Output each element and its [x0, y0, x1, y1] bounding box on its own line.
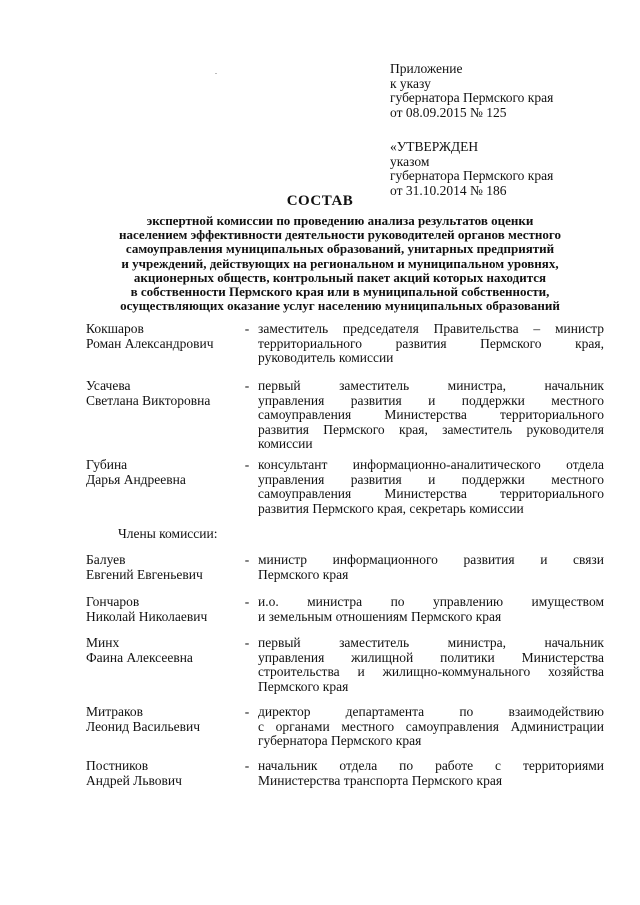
- role-line: консультант информационно-аналитического отдела: [258, 457, 604, 472]
- subtitle-line: экспертной комиссии по проведению анализа результатов оценки: [146, 213, 534, 228]
- document-title: СОСТАВ: [286, 193, 354, 209]
- member-dash: -: [244, 552, 250, 567]
- appendix-line: от 08.09.2015 № 125: [390, 104, 507, 120]
- appendix-line: Приложение: [390, 61, 463, 76]
- role-line: заместитель председателя Правительства – министр: [258, 321, 604, 336]
- member-dash: -: [244, 378, 250, 393]
- document-subtitle: [70, 214, 610, 313]
- subtitle-line: и учреждений, действующих на региональном и муниципальном уровнях,: [121, 255, 559, 271]
- role-line: самоуправления Министерства территориального: [258, 407, 604, 422]
- role-line: начальник отдела по работе с территориями: [258, 758, 604, 773]
- role-line: комиссии: [258, 436, 313, 451]
- member-given-name: Светлана Викторовна: [86, 392, 211, 408]
- member-surname: Кокшаров: [86, 321, 144, 336]
- role-line: первый заместитель министра, начальник: [258, 635, 604, 650]
- member-surname: Балуев: [86, 552, 126, 567]
- member-name: [86, 705, 236, 734]
- member-given-name: Дарья Андреевна: [86, 471, 186, 487]
- member-given-name: Роман Александрович: [86, 335, 214, 351]
- member-given-name: Николай Николаевич: [86, 608, 208, 624]
- member-dash: -: [244, 457, 250, 472]
- member-dash: -: [244, 321, 250, 336]
- member-dash: -: [244, 635, 250, 650]
- member-role: [258, 322, 604, 366]
- role-line: директор департамента по взаимодействию: [258, 704, 604, 719]
- member-name: [86, 458, 236, 487]
- approved-line: губернатора Пермского края: [390, 168, 554, 183]
- subtitle-line: осуществляющих оказание услуг населению муниципальных образований: [120, 298, 560, 314]
- member-surname: Губина: [86, 457, 128, 472]
- member-name: [86, 322, 236, 351]
- member-name: [86, 379, 236, 408]
- role-line: губернатора Пермского края: [258, 733, 422, 748]
- member-given-name: Леонид Васильевич: [86, 718, 200, 734]
- role-line: управления жилищной политики Министерства: [258, 649, 604, 665]
- member-given-name: Евгений Евгеньевич: [86, 566, 203, 582]
- approved-line: от 31.10.2014 № 186: [390, 182, 507, 198]
- approved-line: указом: [390, 153, 430, 169]
- role-line: Пермского края: [258, 678, 349, 694]
- member-surname: Гончаров: [86, 594, 140, 609]
- role-line: с органами местного самоуправления Администрации: [258, 718, 604, 734]
- member-surname: Митраков: [86, 704, 144, 719]
- member-given-name: Фаина Алексеевна: [86, 649, 193, 665]
- role-line: первый заместитель министра, начальник: [258, 378, 604, 393]
- member-name: [86, 553, 236, 582]
- role-line: и.о. министра по управлению имуществом: [258, 594, 604, 609]
- role-line: управления развития и поддержки местного: [258, 392, 604, 408]
- member-given-name: Андрей Львович: [86, 772, 182, 788]
- role-line: самоуправления Министерства территориального: [258, 486, 604, 501]
- role-line: руководитель комиссии: [258, 350, 394, 365]
- member-name: [86, 595, 236, 624]
- subtitle-line: самоуправления муниципальных образований, унитарных предприятий: [125, 241, 555, 257]
- role-line: развития Пермского края, заместитель руководителя: [258, 421, 604, 437]
- approved-line: «УТВЕРЖДЕН: [390, 139, 479, 154]
- member-name: [86, 636, 236, 665]
- role-line: управления развития и поддержки местного: [258, 471, 604, 487]
- member-dash: -: [244, 704, 250, 719]
- appendix-line: к указу: [390, 75, 431, 91]
- role-line: Министерства транспорта Пермского края: [258, 772, 503, 788]
- role-line: министр информационного развития и связи: [258, 552, 604, 567]
- role-line: строительства и жилищно-коммунального хозяйства: [258, 664, 604, 679]
- member-role: [258, 595, 604, 624]
- subtitle-line: в собственности Пермского края или в муниципальной собственности,: [130, 284, 550, 300]
- member-role: [258, 458, 604, 516]
- scan-speck: [215, 73, 217, 74]
- member-surname: Постников: [86, 758, 149, 773]
- member-role: [258, 705, 604, 749]
- member-dash: -: [244, 594, 250, 609]
- member-role: [258, 553, 604, 582]
- member-role: [258, 636, 604, 694]
- role-line: развития Пермского края, секретарь комиссии: [258, 500, 524, 516]
- appendix-block: [390, 62, 625, 198]
- role-line: территориального развития Пермского края,: [258, 335, 604, 351]
- member-role: [258, 379, 604, 452]
- role-line: Пермского края: [258, 566, 349, 582]
- member-surname: Усачева: [86, 378, 131, 393]
- member-role: [258, 759, 604, 788]
- member-dash: -: [244, 758, 250, 773]
- subtitle-line: населением эффективности деятельности руководителей органов местного: [119, 227, 561, 243]
- appendix-line: губернатора Пермского края: [390, 90, 554, 105]
- member-surname: Минх: [86, 635, 120, 650]
- members-header: Члены комиссии:: [118, 526, 218, 541]
- member-name: [86, 759, 236, 788]
- subtitle-line: акционерных обществ, контрольный пакет акций которых находится: [133, 269, 547, 285]
- role-line: и земельным отношениям Пермского края: [258, 608, 502, 624]
